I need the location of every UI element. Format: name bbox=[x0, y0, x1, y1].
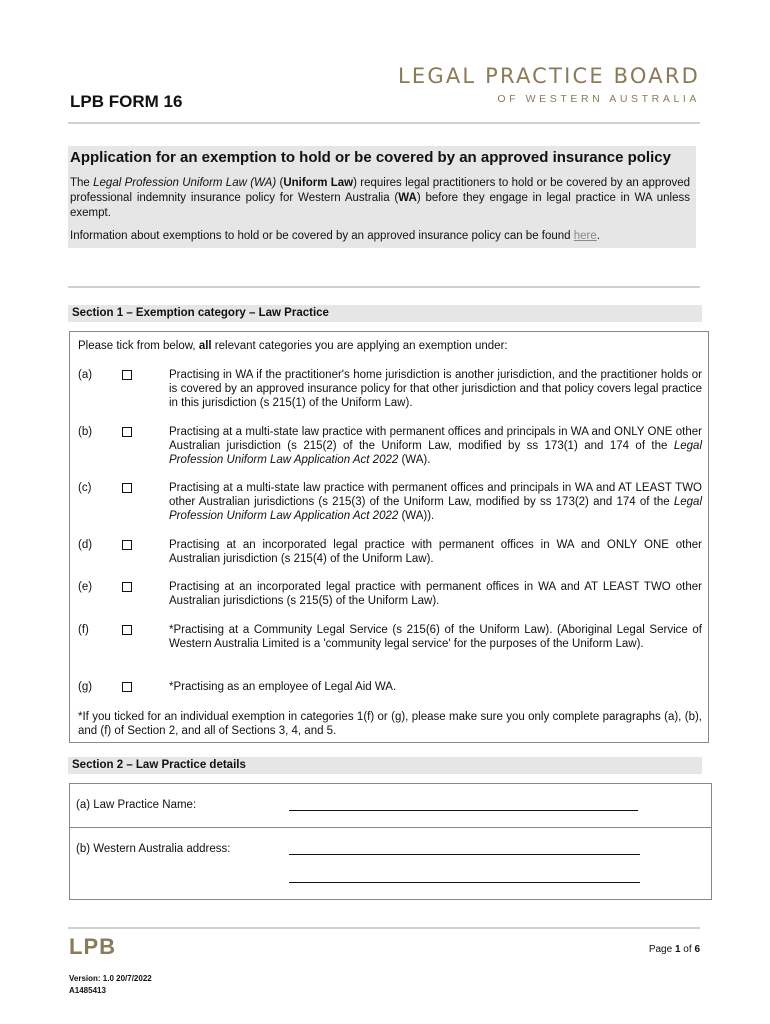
checkbox-a[interactable] bbox=[122, 370, 132, 380]
law-practice-name-label: (a) Law Practice Name: bbox=[76, 799, 197, 811]
page-title: Application for an exemption to hold or be covered by an approved insurance policy bbox=[70, 149, 671, 166]
checkbox-g[interactable] bbox=[122, 682, 132, 692]
document-ref: A1485413 bbox=[69, 986, 106, 995]
lpb-logo: LPB bbox=[69, 934, 116, 959]
section1-box: Please tick from below, all relevant categories you are applying an exemption under: (a) Practising in WA if the practitioner's home jurisdiction is another jurisdiction, and the practitioner holds or is covered by an approved insurance policy for that other jurisdiction and that policy covers legal practice in this jurisdiction (s 215(1) of the Uniform Law). (b) Practising at a multi-state law practice with permanent offices and principals in WA and ONLY ONE other Australian jurisdiction (s 215(2) of the Uniform Law, modified by ss 173(1) and 174 of the Legal Profession Uniform Law Application Act 2022 (WA). (c) Practising at a multi-state law practice with permanent offices and principals in WA and AT LEAST TWO other Australian jurisdictions (s 215(3) of the Uniform Law, modified by ss 173(2) and 174 of the Legal Profession Uniform Law Application Act 2022 (WA)). (d) Practising at an incorporated legal practice with permanent offices in WA and ONLY ONE other Australian jurisdiction (s 215(4) of the Uniform Law). (e) Practising at an incorporated legal practice with permanent offices in WA and AT LEAST TWO other Australian jurisdictions (s 215(5) of the Uniform Law). (f) *Practising at a Community Legal Service (s 215(6) of the Uniform Law). (Aboriginal Legal Service of Western Australia Limited is a 'community legal service' for the purposes of the Uniform Law). (g) *Practising as an employee of Legal Aid WA. *If you ticked for an individual exemption in categories 1(f) or (g), please make sure you only complete paragraphs (a), (b), and (f) of Section 2, and all of Sections 3, 4, and 5. bbox=[69, 331, 709, 743]
section2-heading: Section 2 – Law Practice details bbox=[68, 757, 702, 774]
page-number: Page 1 of 6 bbox=[648, 944, 700, 955]
board-subtitle: OF WESTERN AUSTRALIA bbox=[497, 93, 700, 105]
checkbox-d[interactable] bbox=[122, 540, 132, 550]
section1-note: *If you ticked for an individual exemption in categories 1(f) or (g), please make sure you only complete paragraphs (a), (b), and (f) of Section 2, and all of Sections 3, 4, and 5. bbox=[78, 711, 702, 737]
footer-divider bbox=[68, 927, 700, 929]
here-link[interactable]: here bbox=[573, 230, 597, 242]
checkbox-f[interactable] bbox=[122, 625, 132, 635]
intro-panel bbox=[68, 146, 696, 248]
header-divider bbox=[68, 122, 700, 124]
wa-address-field-line1[interactable] bbox=[289, 854, 640, 855]
section1-heading: Section 1 – Exemption category – Law Practice bbox=[68, 305, 702, 322]
form-title: LPB FORM 16 bbox=[70, 92, 183, 111]
wa-address-label: (b) Western Australia address: bbox=[76, 843, 231, 855]
intro-paragraph: The Legal Profession Uniform Law (WA) (Uniform Law) requires legal practitioners to hold or be covered by an approved professional indemnity insurance policy for Western Australia (WA) before they engage in legal practice in WA unless exempt. bbox=[70, 177, 691, 219]
section2-box bbox=[69, 783, 712, 900]
intro-divider bbox=[68, 286, 700, 288]
law-practice-name-row bbox=[70, 784, 711, 828]
board-name: LEGAL PRACTICE BOARD bbox=[398, 64, 700, 88]
checkbox-b[interactable] bbox=[122, 427, 132, 437]
version-label: Version: 1.0 20/7/2022 bbox=[69, 974, 152, 983]
wa-address-field-line2[interactable] bbox=[289, 882, 640, 883]
checkbox-e[interactable] bbox=[122, 582, 132, 592]
law-practice-name-field[interactable] bbox=[289, 810, 638, 811]
info-paragraph: Information about exemptions to hold or be covered by an approved insurance policy can be found here. bbox=[70, 230, 600, 242]
checkbox-c[interactable] bbox=[122, 483, 132, 493]
version-info bbox=[69, 973, 152, 997]
section1-lead: Please tick from below, all relevant categories you are applying an exemption under: bbox=[78, 340, 508, 352]
